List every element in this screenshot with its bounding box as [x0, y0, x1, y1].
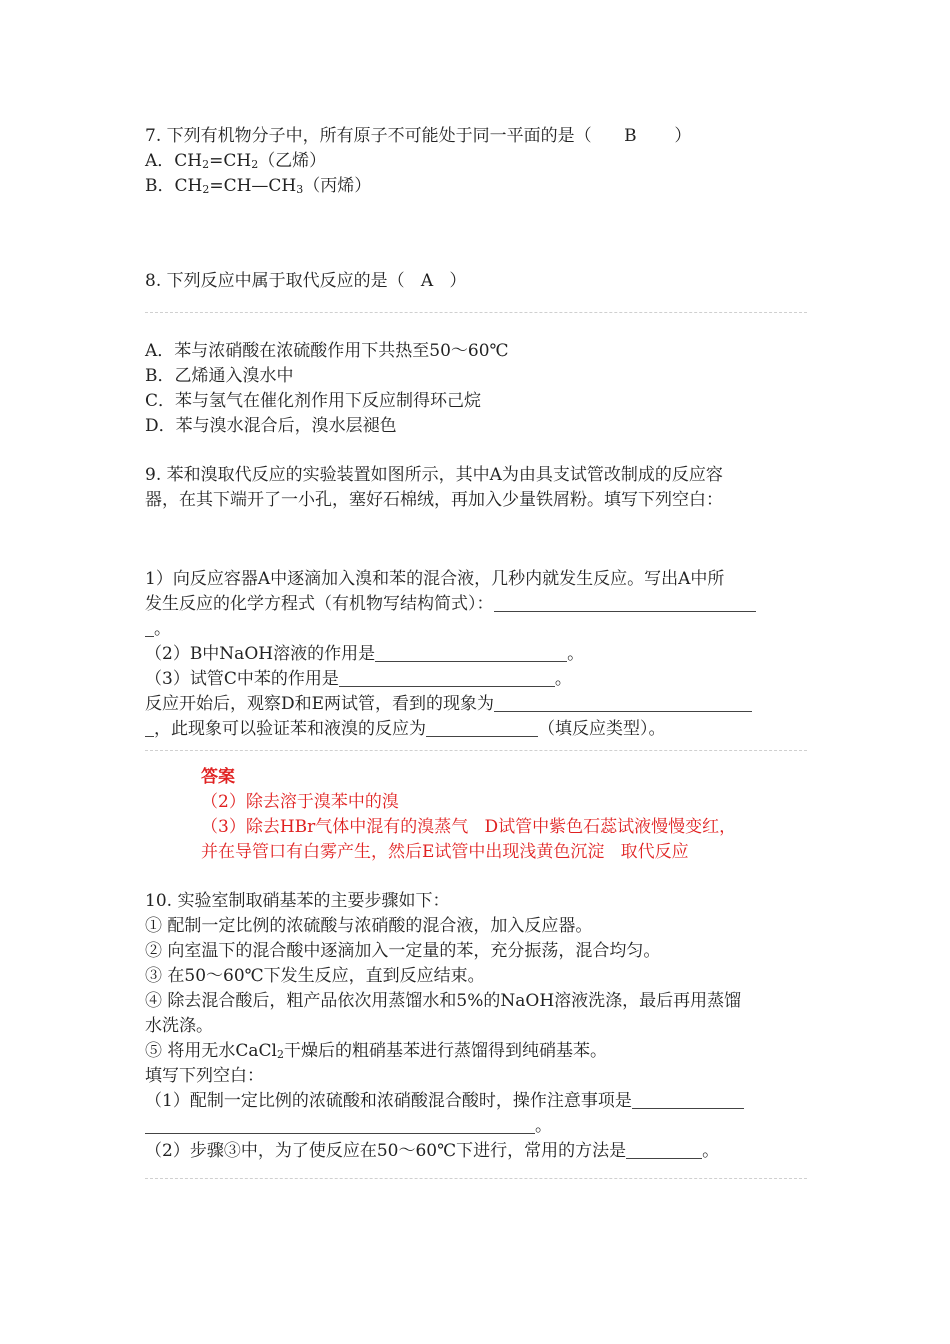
q9-part2: （2）B中NaOH溶液的作用是 。 [145, 644, 585, 664]
q7-option-b: B．$CH_2=CH—CH_3$（丙烯） [145, 176, 372, 196]
q7-option-a: A．$CH_2=CH_2$（乙烯） [145, 151, 327, 171]
q7-stem: 7. 下列有机物分子中，所有原子不可能处于同一平面的是（ B ） [145, 126, 692, 146]
answer-blank[interactable] [145, 619, 154, 637]
q9-stem-line1: 9. 苯和溴取代反应的实验装置如图所示，其中A为由具支试管改制成的反应容 [145, 465, 723, 485]
q9-part4-line1: 反应开始后，观察D和E两试管，看到的现象为 [145, 692, 807, 717]
q10-step-2: ② 向室温下的混合酸中逐滴加入一定量的苯，充分振荡，混合均匀。 [145, 941, 661, 961]
divider [145, 312, 807, 313]
answer-blank[interactable] [494, 694, 752, 712]
q8-option-a: A．苯与浓硝酸在浓硫酸作用下共热至50～60℃ [145, 341, 509, 361]
q8-option-b: B．乙烯通入溴水中 [145, 366, 294, 386]
answer-block [201, 765, 807, 865]
q10-part2: （2）步骤③中，为了使反应在50～60℃下进行，常用的方法是 。 [145, 1141, 720, 1161]
q10-part1-line2: 。 [145, 1114, 807, 1139]
q10-step-4-line1: ④ 除去混合酸后，粗产品依次用蒸馏水和5%的NaOH溶液洗涤，最后再用蒸馏 [145, 991, 742, 1011]
q8-option-c: C．苯与氢气在催化剂作用下反应制得环己烷 [145, 391, 482, 411]
answer-title: 答案 [201, 767, 235, 787]
answer-blank[interactable] [426, 719, 538, 737]
q9-stem-line2: 器，在其下端开了一小孔，塞好石棉绒，再加入少量铁屑粉。填写下列空白： [145, 490, 723, 510]
divider [145, 750, 807, 751]
q10-step-1: ① 配制一定比例的浓硫酸与浓硝酸的混合液，加入反应器。 [145, 916, 593, 936]
answer-line: （2）除去溶于溴苯中的溴 [201, 792, 399, 812]
q9-part1-line2: 发生反应的化学方程式（有机物写结构简式）： [145, 592, 807, 617]
document-page [145, 124, 807, 1179]
q10-step-3: ③ 在50～60℃下发生反应，直到反应结束。 [145, 966, 485, 986]
answer-line: （3）除去HBr气体中混有的溴蒸气 D试管中紫色石蕊试液慢慢变红， [201, 817, 737, 837]
q9-part1-line3: 。 [145, 617, 807, 642]
answer-blank[interactable] [145, 1116, 535, 1134]
answer-line: 并在导管口有白雾产生，然后E试管中出现浅黄色沉淀 取代反应 [201, 842, 689, 862]
divider [145, 1178, 807, 1179]
answer-blank[interactable] [632, 1091, 744, 1109]
q10-stem: 10. 实验室制取硝基苯的主要步骤如下： [145, 891, 450, 911]
answer-blank[interactable] [145, 719, 154, 737]
q10-part1-line1: （1）配制一定比例的浓硫酸和浓硝酸混合酸时，操作注意事项是 [145, 1089, 807, 1114]
q9-part1-line1: 1）向反应容器A中逐滴加入溴和苯的混合液，几秒内就发生反应。写出A中所 [145, 569, 725, 589]
q9-part3: （3）试管C中苯的作用是 。 [145, 669, 572, 689]
q10-step-4-line2: 水洗涤。 [145, 1016, 213, 1036]
q9-part4-line2: ，此现象可以验证苯和液溴的反应为 （填反应类型）。 [145, 717, 807, 742]
answer-blank[interactable] [626, 1141, 702, 1159]
q8-stem: 8. 下列反应中属于取代反应的是（ A ） [145, 271, 467, 291]
answer-blank[interactable] [494, 594, 756, 612]
q8-option-d: D．苯与溴水混合后，溴水层褪色 [145, 416, 397, 436]
q7-answer: B [624, 126, 637, 146]
answer-blank[interactable] [339, 669, 555, 687]
q8-answer: A [420, 271, 434, 291]
q10-step-5: ⑤ 将用无水CaCl$_2$干燥后的粗硝基苯进行蒸馏得到纯硝基苯。 [145, 1041, 607, 1061]
q10-fill-prompt: 填写下列空白： [145, 1066, 264, 1086]
answer-blank[interactable] [375, 644, 567, 662]
